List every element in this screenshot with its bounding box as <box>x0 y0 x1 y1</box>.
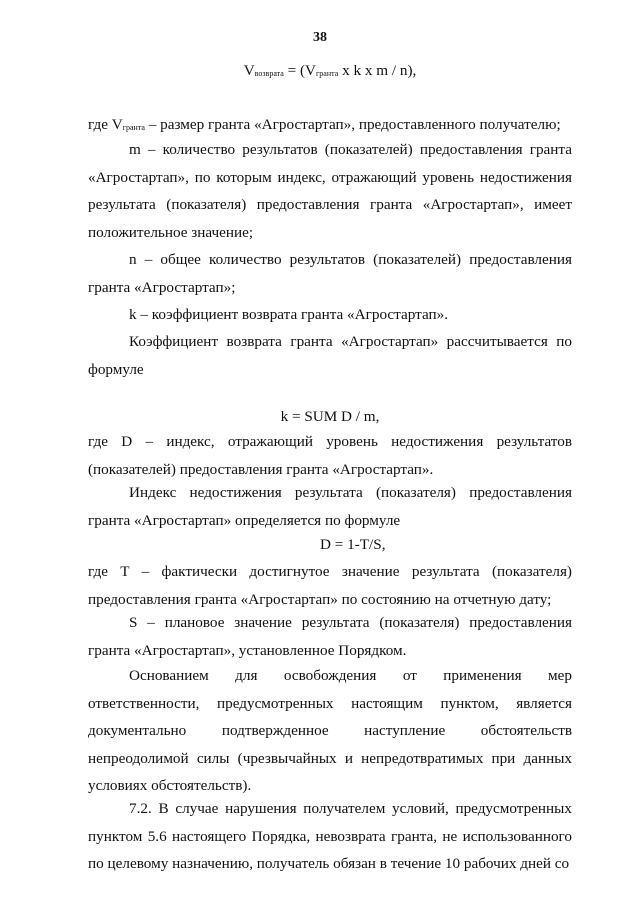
definition-n: n – общее количество результатов (показателей) предоставления гранта «Агростартап»; <box>88 251 572 296</box>
page-number: 38 <box>313 30 327 45</box>
definition-s: S – плановое значение результата (показателя) предоставления гранта «Агростартап», установленное Порядком. <box>88 614 572 659</box>
formula-rhs-subscript: гранта <box>316 69 339 78</box>
formula-rest: x k x m / n), <box>338 62 417 79</box>
where-v-prefix: где V <box>88 116 123 133</box>
definition-m: m – количество результатов (показателей) предоставления гранта «Агростартап», по которым индекс, отражающий уровень недостижения результата (показателя) предоставления гранта «Агростартап», имеет положительное значение; <box>88 141 572 241</box>
formula-refund-amount <box>88 57 572 88</box>
definition-d: где D – индекс, отражающий уровень недостижения результатов (показателей) предоставления гранта «Агростартап». <box>88 433 572 478</box>
formula-eq-open: = (V <box>283 62 316 79</box>
definition-t: где T – фактически достигнутое значение результата (показателя) предоставления гранта «Агростартап» по состоянию на отчетную дату; <box>88 563 572 608</box>
formula-d: D = 1-T/S, <box>320 536 386 553</box>
d-calculation-intro: Индекс недостижения результата (показателя) предоставления гранта «Агростартап» определяется по формуле <box>88 484 572 529</box>
where-v-rest: – размер гранта «Агростартап», предоставленного получателю; <box>144 116 561 133</box>
definition-k: k – коэффициент возврата гранта «Агростартап». <box>129 306 448 323</box>
k-calculation-intro: Коэффициент возврата гранта «Агростартап» рассчитывается по формуле <box>88 333 572 378</box>
clause-7-2: 7.2. В случае нарушения получателем условий, предусмотренных пунктом 5.6 настоящего Порядка, невозврата гранта, не использованного по целевому назначению, получатель обязан в течение 10 рабочих дней со <box>88 800 572 873</box>
formula-lhs-v: V <box>243 62 255 79</box>
formula-lhs-subscript: возврата <box>254 69 284 78</box>
force-majeure-paragraph: Основанием для освобождения от применения мер ответственности, предусмотренных настоящим пунктом, является документально подтвержденное наступление обстоятельств непреодолимой силы (чрезвычайных и непредотвратимых при данных условиях обстоятельств). <box>88 667 572 795</box>
formula-k: k = SUM D / m, <box>280 408 380 425</box>
where-v-subscript: гранта <box>122 123 145 132</box>
